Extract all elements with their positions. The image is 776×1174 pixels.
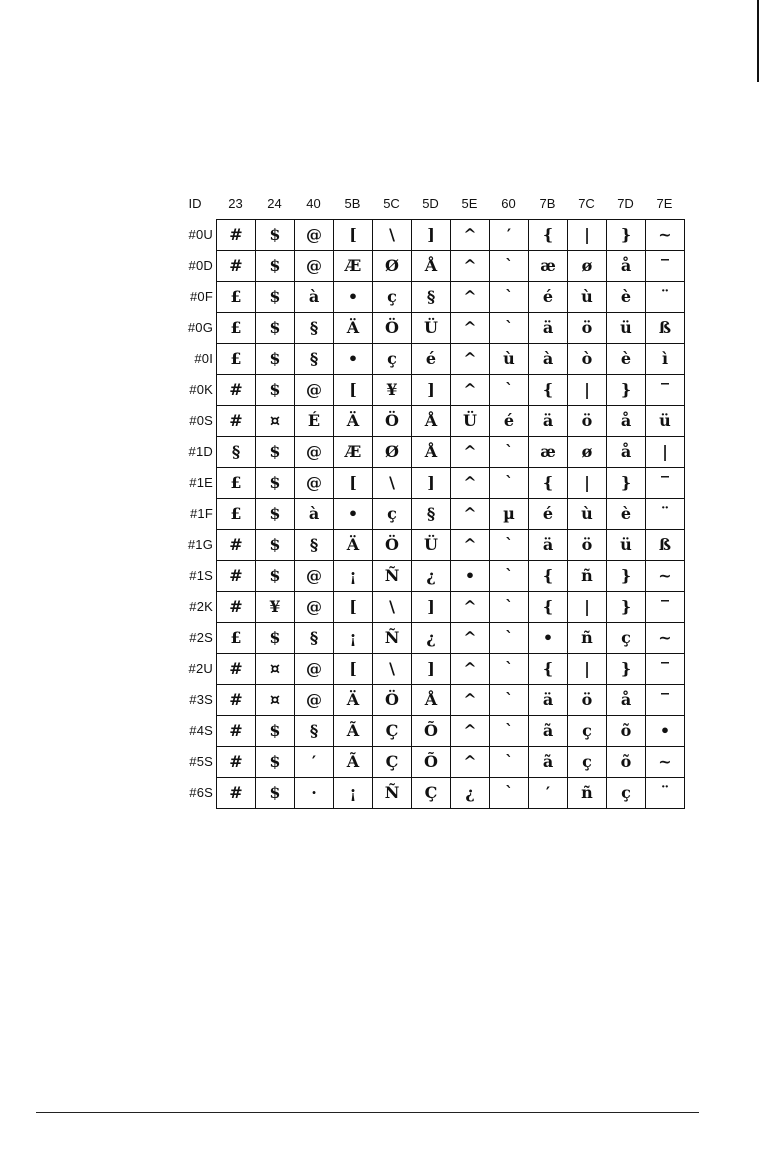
- character-cell: ′: [490, 220, 529, 251]
- character-cell: `: [490, 437, 529, 468]
- character-cell: ~: [646, 623, 685, 654]
- character-cell: ]: [412, 220, 451, 251]
- character-cell: ñ: [568, 778, 607, 809]
- character-cell: Ü: [451, 406, 490, 437]
- character-cell: Ç: [412, 778, 451, 809]
- character-cell: ¡: [334, 561, 373, 592]
- character-cell: ¤: [256, 685, 295, 716]
- character-cell: #: [217, 406, 256, 437]
- column-header-24: 24: [267, 196, 282, 211]
- row-label: #1S: [189, 568, 213, 583]
- character-cell: ß: [646, 530, 685, 561]
- character-cell: ¡: [334, 778, 373, 809]
- column-header-40: 40: [306, 196, 321, 211]
- character-cell: `: [490, 778, 529, 809]
- character-cell: \: [373, 220, 412, 251]
- character-cell: ]: [412, 592, 451, 623]
- character-cell: •: [334, 344, 373, 375]
- character-cell: ′: [295, 747, 334, 778]
- character-cell: ‾: [646, 654, 685, 685]
- character-cell: Ä: [334, 530, 373, 561]
- row-label: #3S: [189, 692, 213, 707]
- character-cell: ^: [451, 654, 490, 685]
- character-cell: [: [334, 220, 373, 251]
- row-label: #0K: [189, 382, 213, 397]
- table-row: [217, 654, 685, 685]
- character-cell: \: [373, 468, 412, 499]
- character-cell: Å: [412, 406, 451, 437]
- character-cell: õ: [607, 716, 646, 747]
- character-cell: `: [490, 251, 529, 282]
- character-set-table: [216, 219, 685, 809]
- character-cell: Ä: [334, 313, 373, 344]
- character-cell: Ç: [373, 716, 412, 747]
- character-cell: @: [295, 251, 334, 282]
- character-cell: @: [295, 592, 334, 623]
- character-cell: ü: [607, 530, 646, 561]
- character-cell: ù: [568, 282, 607, 313]
- character-cell: |: [568, 654, 607, 685]
- character-cell: å: [607, 406, 646, 437]
- column-header-7c: 7C: [578, 196, 595, 211]
- column-header-5c: 5C: [383, 196, 400, 211]
- row-label: #1F: [189, 506, 213, 521]
- character-cell: £: [217, 468, 256, 499]
- table-row: [217, 313, 685, 344]
- character-cell: `: [490, 468, 529, 499]
- character-cell: }: [607, 468, 646, 499]
- character-cell: #: [217, 716, 256, 747]
- row-label-column: [160, 219, 216, 808]
- character-cell: Ö: [373, 530, 412, 561]
- character-cell: Ü: [412, 530, 451, 561]
- character-cell: ^: [451, 623, 490, 654]
- character-cell: ^: [451, 499, 490, 530]
- character-cell: §: [412, 282, 451, 313]
- table-row: [217, 499, 685, 530]
- row-label: #6S: [189, 785, 213, 800]
- character-cell: `: [490, 716, 529, 747]
- character-cell: é: [490, 406, 529, 437]
- character-cell: ^: [451, 220, 490, 251]
- row-label: #2U: [188, 661, 213, 676]
- row-label: #4S: [189, 723, 213, 738]
- character-cell: ¿: [451, 778, 490, 809]
- character-cell: •: [646, 716, 685, 747]
- character-cell: Å: [412, 437, 451, 468]
- table-row: [217, 251, 685, 282]
- character-cell: à: [529, 344, 568, 375]
- character-cell: Ö: [373, 685, 412, 716]
- character-cell: ù: [490, 344, 529, 375]
- character-cell: §: [295, 530, 334, 561]
- character-cell: é: [529, 282, 568, 313]
- character-cell: Å: [412, 685, 451, 716]
- character-cell: `: [490, 623, 529, 654]
- character-cell: $: [256, 499, 295, 530]
- character-cell: [: [334, 654, 373, 685]
- character-cell: }: [607, 592, 646, 623]
- character-cell: ]: [412, 654, 451, 685]
- row-label: #0I: [194, 351, 213, 366]
- character-cell: ·: [295, 778, 334, 809]
- character-cell: [: [334, 375, 373, 406]
- character-cell: ç: [607, 623, 646, 654]
- character-cell: ù: [568, 499, 607, 530]
- character-cell: \: [373, 654, 412, 685]
- character-cell: [: [334, 468, 373, 499]
- character-cell: `: [490, 747, 529, 778]
- character-cell: £: [217, 282, 256, 313]
- row-label: #0D: [188, 258, 213, 273]
- character-cell: ¤: [256, 654, 295, 685]
- character-cell: É: [295, 406, 334, 437]
- character-cell: $: [256, 468, 295, 499]
- column-header-60: 60: [501, 196, 516, 211]
- character-cell: ]: [412, 468, 451, 499]
- character-cell: @: [295, 561, 334, 592]
- character-cell: @: [295, 685, 334, 716]
- character-cell: ¥: [256, 592, 295, 623]
- character-cell: ‾: [646, 592, 685, 623]
- character-cell: Ñ: [373, 561, 412, 592]
- character-cell: é: [529, 499, 568, 530]
- character-cell: ¡: [334, 623, 373, 654]
- character-cell: {: [529, 654, 568, 685]
- table-row: [217, 220, 685, 251]
- column-header-7b: 7B: [539, 196, 556, 211]
- character-cell: $: [256, 778, 295, 809]
- character-cell: [: [334, 592, 373, 623]
- character-cell: @: [295, 468, 334, 499]
- character-cell: æ: [529, 437, 568, 468]
- table-row: [217, 406, 685, 437]
- character-cell: @: [295, 437, 334, 468]
- character-cell: ¥: [373, 375, 412, 406]
- character-cell: |: [568, 592, 607, 623]
- character-cell: ç: [607, 778, 646, 809]
- character-cell: ã: [529, 747, 568, 778]
- character-cell: $: [256, 375, 295, 406]
- character-cell: ç: [373, 282, 412, 313]
- character-cell: §: [295, 716, 334, 747]
- character-cell: $: [256, 282, 295, 313]
- character-cell: ä: [529, 685, 568, 716]
- character-cell: ä: [529, 406, 568, 437]
- character-cell: ö: [568, 313, 607, 344]
- character-cell: ^: [451, 716, 490, 747]
- character-cell: #: [217, 592, 256, 623]
- character-cell: ñ: [568, 623, 607, 654]
- character-cell: Ø: [373, 251, 412, 282]
- row-label: #0F: [189, 289, 213, 304]
- table-row: [217, 344, 685, 375]
- character-cell: Ñ: [373, 623, 412, 654]
- column-header-id: ID: [188, 196, 202, 211]
- character-cell: `: [490, 685, 529, 716]
- row-label: #0U: [188, 227, 213, 242]
- character-cell: #: [217, 654, 256, 685]
- character-cell: {: [529, 468, 568, 499]
- character-cell: è: [607, 282, 646, 313]
- character-cell: ^: [451, 282, 490, 313]
- character-cell: §: [295, 344, 334, 375]
- table-row: [217, 685, 685, 716]
- character-cell: Ä: [334, 406, 373, 437]
- row-label: #1D: [188, 444, 213, 459]
- character-cell: $: [256, 251, 295, 282]
- character-cell: `: [490, 282, 529, 313]
- character-cell: Õ: [412, 747, 451, 778]
- character-cell: Å: [412, 251, 451, 282]
- character-cell: $: [256, 623, 295, 654]
- character-cell: £: [217, 623, 256, 654]
- character-cell: $: [256, 747, 295, 778]
- character-cell: ã: [529, 716, 568, 747]
- table-row: [217, 375, 685, 406]
- character-cell: ü: [646, 406, 685, 437]
- character-cell: ‾: [646, 375, 685, 406]
- character-cell: {: [529, 220, 568, 251]
- character-cell: #: [217, 561, 256, 592]
- character-cell: ~: [646, 747, 685, 778]
- character-cell: ]: [412, 375, 451, 406]
- character-cell: $: [256, 220, 295, 251]
- column-header-7e: 7E: [656, 196, 673, 211]
- character-cell: Ç: [373, 747, 412, 778]
- character-cell: ü: [607, 313, 646, 344]
- character-cell: #: [217, 747, 256, 778]
- character-cell: µ: [490, 499, 529, 530]
- character-cell: #: [217, 530, 256, 561]
- character-cell: å: [607, 685, 646, 716]
- character-cell: \: [373, 592, 412, 623]
- character-cell: `: [490, 561, 529, 592]
- character-cell: ′: [529, 778, 568, 809]
- character-cell: è: [607, 344, 646, 375]
- row-label: #5S: [189, 754, 213, 769]
- character-cell: Æ: [334, 251, 373, 282]
- character-cell: ^: [451, 313, 490, 344]
- row-label: #1G: [187, 537, 213, 552]
- character-cell: ò: [568, 344, 607, 375]
- character-cell: `: [490, 375, 529, 406]
- character-cell: à: [295, 282, 334, 313]
- character-cell: õ: [607, 747, 646, 778]
- row-label: #2S: [189, 630, 213, 645]
- character-cell: Ã: [334, 747, 373, 778]
- character-cell: ¤: [256, 406, 295, 437]
- character-cell: •: [334, 282, 373, 313]
- character-cell: §: [295, 623, 334, 654]
- character-cell: é: [412, 344, 451, 375]
- character-cell: $: [256, 561, 295, 592]
- column-header-5d: 5D: [422, 196, 439, 211]
- character-cell: ^: [451, 375, 490, 406]
- column-header-row: [174, 192, 704, 216]
- character-cell: ^: [451, 344, 490, 375]
- character-cell: ‾: [646, 685, 685, 716]
- character-cell: |: [568, 468, 607, 499]
- character-cell: ^: [451, 251, 490, 282]
- character-cell: ^: [451, 592, 490, 623]
- character-cell: Õ: [412, 716, 451, 747]
- character-cell: $: [256, 530, 295, 561]
- character-cell: å: [607, 437, 646, 468]
- character-cell: ä: [529, 313, 568, 344]
- character-cell: è: [607, 499, 646, 530]
- character-cell: ø: [568, 251, 607, 282]
- character-cell: Ü: [412, 313, 451, 344]
- character-cell: {: [529, 375, 568, 406]
- footer-rule: [36, 1112, 699, 1113]
- table-row: [217, 778, 685, 809]
- character-cell: ¨: [646, 499, 685, 530]
- character-cell: £: [217, 499, 256, 530]
- column-header-5b: 5B: [344, 196, 361, 211]
- row-label: #1E: [189, 475, 213, 490]
- table-row: [217, 468, 685, 499]
- character-cell: ç: [568, 747, 607, 778]
- character-cell: ^: [451, 530, 490, 561]
- character-cell: ¨: [646, 282, 685, 313]
- character-cell: ‾: [646, 468, 685, 499]
- character-cell: #: [217, 375, 256, 406]
- character-cell: æ: [529, 251, 568, 282]
- table-row: [217, 592, 685, 623]
- table-row: [217, 747, 685, 778]
- character-cell: `: [490, 313, 529, 344]
- character-cell: {: [529, 592, 568, 623]
- character-cell: #: [217, 778, 256, 809]
- character-cell: ^: [451, 747, 490, 778]
- character-cell: §: [412, 499, 451, 530]
- character-cell: ^: [451, 468, 490, 499]
- character-cell: }: [607, 561, 646, 592]
- table-row: [217, 437, 685, 468]
- page-edge-rule: [757, 0, 759, 82]
- character-cell: ø: [568, 437, 607, 468]
- character-cell: }: [607, 654, 646, 685]
- character-cell: |: [568, 220, 607, 251]
- character-cell: £: [217, 344, 256, 375]
- row-label: #0S: [189, 413, 213, 428]
- table-row: [217, 623, 685, 654]
- character-cell: #: [217, 685, 256, 716]
- character-cell: `: [490, 654, 529, 685]
- character-cell: •: [451, 561, 490, 592]
- character-cell: ~: [646, 561, 685, 592]
- character-cell: ^: [451, 685, 490, 716]
- character-cell: |: [646, 437, 685, 468]
- character-cell: {: [529, 561, 568, 592]
- character-cell: `: [490, 592, 529, 623]
- character-cell: ö: [568, 406, 607, 437]
- character-cell: @: [295, 375, 334, 406]
- character-cell: @: [295, 220, 334, 251]
- character-cell: Ã: [334, 716, 373, 747]
- character-cell: Æ: [334, 437, 373, 468]
- character-cell: #: [217, 220, 256, 251]
- character-cell: §: [295, 313, 334, 344]
- character-cell: •: [529, 623, 568, 654]
- character-cell: ì: [646, 344, 685, 375]
- row-label: #2K: [189, 599, 213, 614]
- table-row: [217, 530, 685, 561]
- character-cell: Ä: [334, 685, 373, 716]
- character-cell: ¨: [646, 778, 685, 809]
- character-cell: Ø: [373, 437, 412, 468]
- character-cell: ¿: [412, 623, 451, 654]
- table-row: [217, 561, 685, 592]
- character-cell: $: [256, 716, 295, 747]
- column-header-7d: 7D: [617, 196, 634, 211]
- character-cell: ç: [373, 344, 412, 375]
- column-header-5e: 5E: [461, 196, 478, 211]
- character-cell: ¿: [412, 561, 451, 592]
- character-cell: $: [256, 313, 295, 344]
- character-cell: ~: [646, 220, 685, 251]
- character-cell: ö: [568, 530, 607, 561]
- character-cell: $: [256, 437, 295, 468]
- table-row: [217, 716, 685, 747]
- character-cell: ß: [646, 313, 685, 344]
- character-cell: £: [217, 313, 256, 344]
- character-cell: }: [607, 375, 646, 406]
- character-cell: }: [607, 220, 646, 251]
- character-cell: å: [607, 251, 646, 282]
- character-cell: ‾: [646, 251, 685, 282]
- character-cell: §: [217, 437, 256, 468]
- character-cell: Ö: [373, 406, 412, 437]
- column-header-23: 23: [228, 196, 243, 211]
- character-cell: ç: [373, 499, 412, 530]
- table-row: [217, 282, 685, 313]
- character-cell: •: [334, 499, 373, 530]
- character-cell: ^: [451, 437, 490, 468]
- character-cell: ñ: [568, 561, 607, 592]
- character-cell: Ö: [373, 313, 412, 344]
- character-cell: #: [217, 251, 256, 282]
- character-cell: @: [295, 654, 334, 685]
- character-cell: ä: [529, 530, 568, 561]
- character-cell: ç: [568, 716, 607, 747]
- character-cell: Ñ: [373, 778, 412, 809]
- character-cell: $: [256, 344, 295, 375]
- row-label: #0G: [187, 320, 213, 335]
- character-cell: à: [295, 499, 334, 530]
- character-cell: ö: [568, 685, 607, 716]
- character-cell: |: [568, 375, 607, 406]
- character-cell: `: [490, 530, 529, 561]
